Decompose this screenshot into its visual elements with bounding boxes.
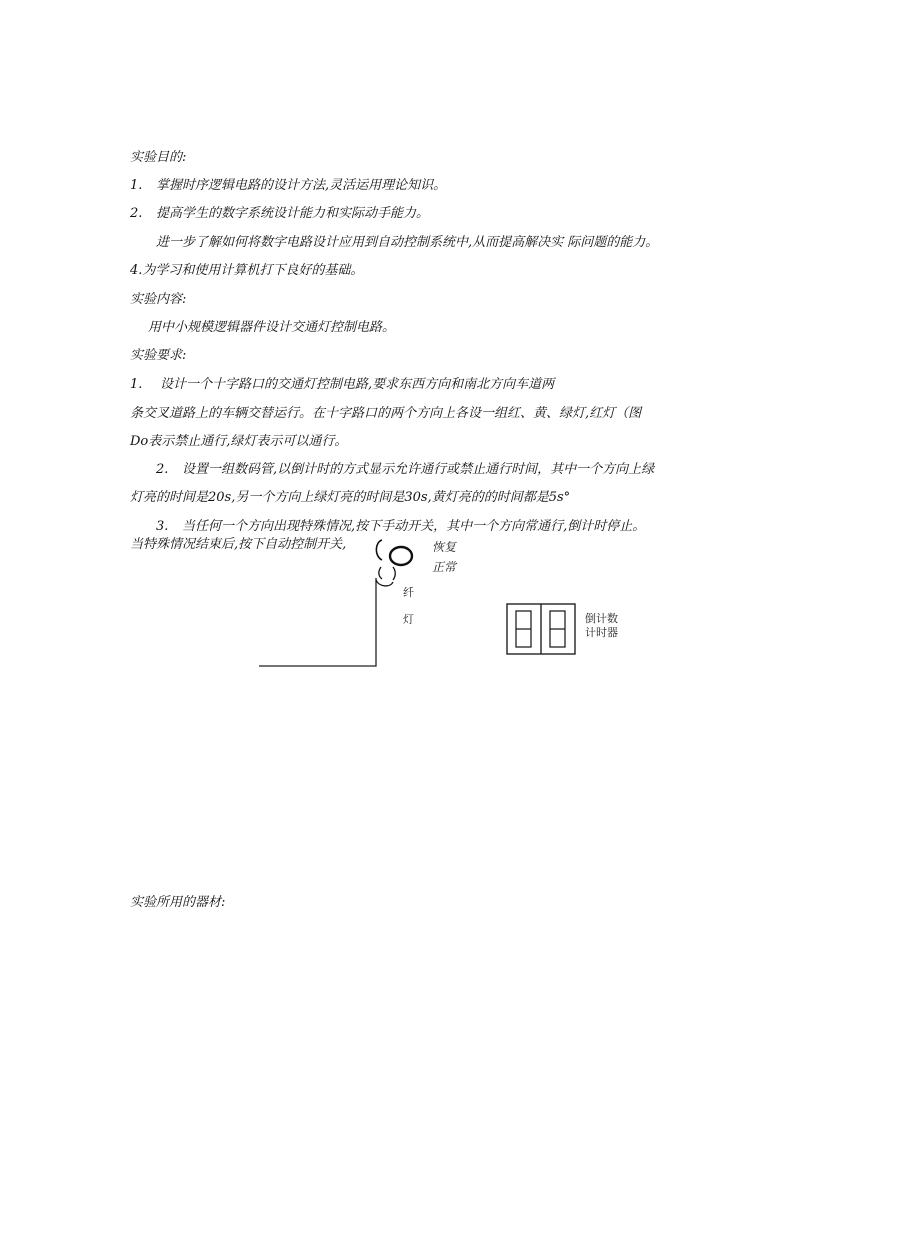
road-outline xyxy=(259,578,376,666)
requirement-1-text: 设计一个十字路口的交通灯控制电路,要求东西方向和南北方向车道两 xyxy=(160,377,555,392)
requirement-2-text: 设置一组数码管,以倒计时的方式显示允许通行或禁止通行时间，其中一个方向上绿 xyxy=(182,462,655,477)
requirement-1-line-3: Do表示禁止通行,绿灯表示可以通行。 xyxy=(130,434,348,449)
countdown-timer-label-line-1: 倒计数 xyxy=(585,612,618,625)
restore-label-line-2: 正常 xyxy=(432,560,457,574)
seven-segment-display xyxy=(507,604,575,654)
traffic-light-symbol xyxy=(376,540,412,586)
requirements-heading: 实验要求: xyxy=(130,348,187,363)
restore-label-line-1: 恢复 xyxy=(432,540,457,554)
purpose-item-2-number: 2. xyxy=(130,206,143,221)
purpose-heading: 实验目的: xyxy=(130,150,187,165)
materials-heading: 实验所用的器材: xyxy=(130,895,226,910)
requirement-2-number: 2. xyxy=(156,462,169,477)
requirement-1-line-2: 条交叉道路上的车辆交替运行。在十字路口的两个方向上各设一组红、黄、绿灯,红灯（图 xyxy=(130,406,642,421)
light-label-2: 灯 xyxy=(403,613,414,626)
purpose-item-3-text: 进一步了解如何将数字电路设计应用到自动控制系统中,从而提高解决实 际问题的能力。 xyxy=(156,235,659,250)
requirement-2-line-2: 灯亮的时间是20s,另一个方向上绿灯亮的时间是30s,黄灯亮的的时间都是5s° xyxy=(130,490,571,505)
purpose-item-1-number: 1. xyxy=(130,178,143,193)
purpose-item-2-text: 提高学生的数字系统设计能力和实际动手能力。 xyxy=(156,206,430,221)
restore-label xyxy=(432,537,472,579)
countdown-timer-label-line-2: 计时器 xyxy=(585,626,618,639)
purpose-item-1-text: 掌握时序逻辑电路的设计方法,灵活运用理论知识。 xyxy=(156,178,447,193)
requirement-3-number: 3. xyxy=(156,519,169,534)
requirement-3-text: 当任何一个方向出现特殊情况,按下手动开关，其中一个方向常通行,倒计时停止。 xyxy=(182,519,646,534)
purpose-item-4-text: 4.为学习和使用计算机打下良好的基础。 xyxy=(130,263,364,278)
content-text: 用中小规模逻辑器件设计交通灯控制电路。 xyxy=(148,320,396,335)
light-label-1: 纤 xyxy=(403,586,414,599)
requirement-3-line-2: 当特殊情况结束后,按下自动控制开关, xyxy=(130,537,347,552)
content-heading: 实验内容: xyxy=(130,292,187,307)
countdown-timer-label xyxy=(585,612,618,640)
requirement-1-number: 1. xyxy=(130,377,143,392)
